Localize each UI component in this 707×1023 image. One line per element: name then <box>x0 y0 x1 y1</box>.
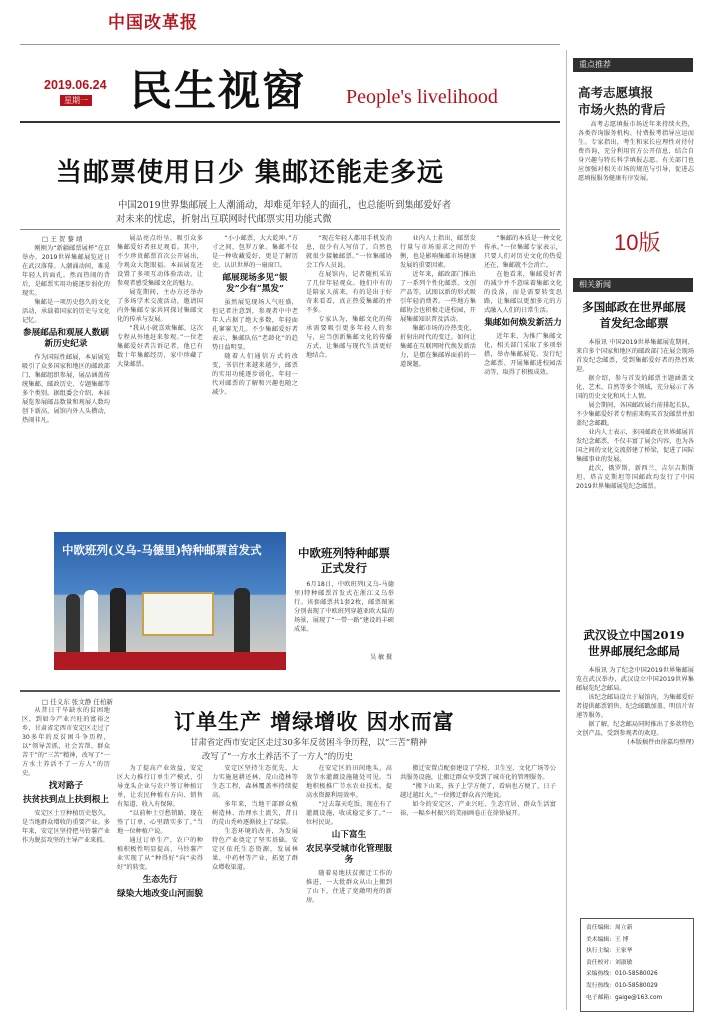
photo-sidebar-title-2: 正式发行 <box>321 561 367 575</box>
paragraph: 搬迁安置点配套建设了学校、卫生室、文化广场等公共服务设施，让搬迁群众享受到了城市化的管理服务。 <box>400 765 556 781</box>
paragraph: 6月18日，中欧班列(义乌-马德里)特种邮票首发式在浙江义乌举行。该套邮票共1套2枚，邮票图案分别表现了中欧班列穿越亚欧大陆的场景，展现了“一带一路”建设的丰硕成果。 <box>294 581 394 633</box>
subheading: 山下富生 <box>331 830 367 840</box>
paragraph: 集邮市场的冷热变化，折射出时代的变迁。如何让集邮在互联网时代焕发新活力，是摆在集邮界面前的一道课题。 <box>400 325 476 368</box>
paragraph: 近年来，邮政部门推出了一系列个性化邮票、文创产品等，试图以新的形式吸引年轻消费者。一些地方集邮协会也积极走进校园，开展集邮知识普及活动。 <box>400 271 476 323</box>
lead-rule <box>20 229 560 230</box>
article2-title: 订单生产 增绿增收 因水而富 <box>174 709 455 734</box>
editor-line: 发行热线：010-58580029 <box>586 982 658 989</box>
article2-column-4 <box>306 764 392 1014</box>
lead-column-3 <box>212 234 298 530</box>
photo-person <box>66 594 80 654</box>
paragraph: 在安定区的田间地头，高效节水灌溉设施随处可见。当地积极推广节水农业技术，提高水资源利用效率。 <box>306 765 392 799</box>
photographer-credit: 吴 敏 摄 <box>370 654 392 661</box>
editor-line: 责任校对：刘淑敏 <box>586 959 633 966</box>
paragraph: 作为国际性邮展，本届展览吸引了众多国家和地区的邮政部门、集邮组织参展，展品涵盖传统集邮、邮政历史、专题集邮等多个类别。据组委会介绍，本届展览参展邮品数量和观展人数均创下新高，展馆内外人头攒动，热闹非凡。 <box>22 354 110 424</box>
paragraph: “以前种土豆愁销路，现在签了订单，心里踏实多了。”当地一位种植户说。 <box>117 810 203 835</box>
subheading: 参展邮品和观展人数刷新历史纪录 <box>23 328 109 349</box>
lead-subtitle-1: 中国2019世界集邮展上人潮涌动，却难觅年轻人的面孔，也总能听到集邮爱好者 <box>118 200 452 211</box>
featured-title-2: 市场火热的背后 <box>578 102 666 117</box>
paragraph: “过去靠天吃饭，现在有了灌溉设施，收成稳定多了。”一位村民说。 <box>306 801 392 826</box>
related-title-4: 世界邮展纪念邮局 <box>588 644 680 658</box>
paragraph: 通过订单生产，农户的种植积极性明显提高，马铃薯产业实现了从“种得好”向“卖得好”的转变。 <box>117 837 203 871</box>
subheading: 扶贫扶到点上扶到根上 <box>23 795 109 805</box>
subheading: 生态先行 <box>142 875 178 885</box>
paragraph: 生态环境的改善，为发展特色产业奠定了坚实基础。安定区依托生态资源，发展林果、中药材等产业，拓宽了群众增收渠道。 <box>212 828 298 871</box>
photo-sidebar-body <box>294 580 394 652</box>
article2-byline: □ 任义东 张文静 任柏新 <box>42 698 113 706</box>
subheading: 集邮如何焕发新活力 <box>484 318 562 328</box>
lead-column-5 <box>400 234 476 654</box>
paragraph: 专家认为，集邮文化的传承需要吸引更多年轻人的参与，应当创新集邮文化的传播方式，让集邮与现代生活更好地结合。 <box>306 316 392 359</box>
paragraph: 集邮是一项历史悠久的文化活动，承载着国家的历史与文化记忆。 <box>22 299 110 324</box>
issue-weekday: 星期一 <box>60 95 92 106</box>
paragraph: 本报讯 为了纪念中国2019世界集邮展览在武汉举办，武汉设立中国2019世界集邮展览纪念邮局。 <box>576 667 694 692</box>
photo-sidebar-title-1: 中欧班列特种邮票 <box>298 546 390 560</box>
section-title: 民生视窗 <box>130 66 307 115</box>
article2-column-1 <box>22 706 110 1014</box>
paragraph: 本报讯 中国2019世界集邮展览期间，来自多个国家和地区的邮政部门在展会现场首发纪念邮票，受到集邮爱好者的热烈欢迎。 <box>576 339 694 373</box>
paragraph: “现在年轻人都用手机发消息，很少有人写信了，自然也就很少接触邮票。”一位集邮协会工作人员说。 <box>306 235 392 269</box>
paragraph: 在展馆内，记者随机采访了几位年轻观众。他们中有的是陪家人前来，有的是出于好奇来看看，真正热爱集邮的并不多。 <box>306 271 392 314</box>
editor-line: 美术编辑：王 博 <box>586 936 629 943</box>
paragraph: 为了提高产业效益，安定区大力推行订单生产模式，引导龙头企业与农户签订种植订单，让农民种植有方向、销售有渠道、收入有保障。 <box>117 765 203 808</box>
paragraph: 此次，俄罗斯、新西兰、吉尔吉斯斯坦、塔吉克斯坦等国邮政均发行了中国2019世界集邮展览纪念邮票。 <box>576 465 694 490</box>
right-column-rule <box>566 50 567 1010</box>
paragraph: 虽然展览现场人气旺盛，但记者注意到，参观者中中老年人占据了绝大多数，年轻面孔寥寥无几。不少集邮爱好者表示，集邮队伍“老龄化”的趋势日益明显。 <box>212 299 298 351</box>
article2-subtitle-2: 改写了“一方水土养活不了一方人”的历史 <box>202 751 353 761</box>
paragraph: 展会期间，各国邮政展台前排起长队，不少集邮爱好者专程前来购买首发邮票并加盖纪念邮戳。 <box>576 402 694 427</box>
photo-floor <box>54 652 286 670</box>
lead-column-6 <box>484 234 562 654</box>
related-title-1: 多国邮政在世界邮展 <box>582 300 686 314</box>
paragraph: 安定区土豆种植历史悠久，是当地群众增收的重要产业。多年来，安定区坚持把马铃薯产业作为脱贫攻坚的主导产业来抓。 <box>22 810 110 844</box>
subheading: 农民享受城市化管理服务 <box>306 844 392 865</box>
related-tag <box>573 278 693 292</box>
article2-column-2 <box>117 764 203 1014</box>
paragraph: 刚刚为“新疆邮票展杯”在京举办，2019世界集邮展览近日在武汉落幕。人潮涌动间，难觅年轻人的面孔。然而热闹的背后，是邮票实用功能逐步弱化的现实。 <box>22 245 110 297</box>
subheading: 绿染大地改变山河面貌 <box>117 889 203 899</box>
masthead-logo: 中国改革报 <box>108 13 198 33</box>
paragraph: “我从小就喜欢集邮，这次专程从外地赶来参观。”一位老集邮爱好者告诉记者，他已有数十年集邮经历，家中珍藏了大量邮票。 <box>117 325 203 368</box>
lead-column-2 <box>117 234 203 530</box>
subheading: 邮展现场多见“银发”少有“黑发” <box>222 273 288 294</box>
issue-date: 2019.06.24 <box>44 78 107 92</box>
section-title-en: People's livelihood <box>346 86 498 108</box>
article2-column-5 <box>400 764 556 1014</box>
paragraph: 展览期间，主办方还举办了多场学术交流活动，邀请国内外集邮专家共同探讨集邮文化的传承与发展。 <box>117 289 203 323</box>
article2-column-3 <box>212 764 298 1014</box>
paragraph: 近年来，为推广集邮文化，相关部门采取了多项举措，举办集邮展览、发行纪念邮票、开展集邮进校园活动等，取得了积极成效。 <box>484 333 562 376</box>
featured-body <box>578 120 694 212</box>
lead-title: 当邮票使用日少 集邮还能走多远 <box>56 158 445 188</box>
photo-person <box>84 590 98 654</box>
article2-subtitle-1: 甘肃省定西市安定区走过30多年反贫困斗争历程，以“三苦”精神 <box>190 737 427 747</box>
related-body <box>576 338 694 616</box>
section-divider <box>20 690 560 692</box>
photo-person <box>234 588 250 654</box>
paragraph: 该纪念邮局设立于展馆内，为集邮爱好者提供邮票销售、纪念邮戳加盖、明信片寄递等服务。 <box>576 694 694 719</box>
paragraph: 随着易地扶贫搬迁工作的推进，一大批群众从山上搬到了山下，住进了宽敞明亮的新房。 <box>306 870 392 904</box>
editor-line: 采编热线：010-58580026 <box>586 971 658 978</box>
related-title-3: 武汉设立中国2019 <box>583 628 685 642</box>
photo-easel <box>142 592 214 636</box>
paragraph: 展品亮点纷呈，吸引众多集邮爱好者驻足观看。其中，不少珍贵邮票首次公开展出，令观众大饱眼福。本届展览还设置了多项互动体验活动，让参观者感受集邮文化的魅力。 <box>117 235 203 287</box>
masthead-rule <box>20 44 560 45</box>
paragraph: “搬下山来，孩子上学方便了，看病也方便了，日子越过越红火。”一位搬迁群众高兴地说。 <box>400 783 556 799</box>
featured-tag-label: 重点推荐 <box>579 60 611 69</box>
masthead-bottom-rule <box>20 121 560 123</box>
editor-box <box>580 918 694 1012</box>
subheading: 找对路子 <box>48 781 84 791</box>
page-number: 10版 <box>614 230 661 255</box>
paragraph: 业内人士表示，多国邮政在世界邮展首发纪念邮票，不仅丰富了展会内容，也为各国之间的文化交流搭建了桥梁，促进了国际集邮事业的发展。 <box>576 429 694 463</box>
paragraph: 在他看来，集邮爱好者的减少并不意味着集邮文化的没落，而是需要转变思路，让集邮以更加多元的方式融入人们的日常生活。 <box>484 271 562 314</box>
photo-banner-text: 中欧班列(义乌-马德里)特种邮票首发式 <box>62 543 262 557</box>
lead-subtitle-2: 对未来的忧虑，折射出互联网时代邮票实用功能式微 <box>116 214 332 225</box>
lead-column-4 <box>306 234 392 530</box>
related-title-2: 首发纪念邮票 <box>599 316 669 330</box>
editor-line: 执行主编：王家华 <box>586 948 633 955</box>
paragraph: 业内人士指出，邮票发行量与市场需求之间的平衡，也是影响集邮市场健康发展的重要因素。 <box>400 235 476 269</box>
related-body-2 <box>576 666 694 912</box>
editor-line: 责任编辑：周立新 <box>586 925 633 931</box>
paragraph: “小小邮票，大大乾坤。”方寸之间，包罗万象。集邮不仅是一种收藏爱好，更是了解历史、认识世界的一扇窗口。 <box>212 235 298 269</box>
news-photo <box>54 532 286 670</box>
editor-line: 电子邮箱：gaige@163.com <box>586 994 663 1001</box>
photo-sidebar <box>290 532 398 670</box>
paragraph: 多年来，当地干部群众植树造林、治理水土流失，昔日的荒山秃岭逐渐披上了绿装。 <box>212 801 298 826</box>
paragraph: 从昔日干旱缺水的贫困地区，到如今产业兴旺的富裕之乡，甘肃省定西市安定区走过了30多年的反贫困斗争历程，以“领导苦抓、社会苦帮、群众苦干”的“三苦”精神，改写了“一方水土养活不了一方人”的历史。 <box>22 707 110 777</box>
paragraph: “集邮的本质是一种文化传承。”一位集邮专家表示，只要人们对历史文化的热爱还在，集邮就不会消亡。 <box>484 235 562 269</box>
photo-person <box>110 588 126 654</box>
featured-tag <box>573 58 693 72</box>
paragraph: 据介绍，参与首发的邮票主题涵盖文化、艺术、自然等多个领域，充分展示了各国的历史文化和风土人情。 <box>576 375 694 400</box>
featured-paragraph: 高考志愿填报市场近年来持续火热，各类咨询服务机构、付费报考指导应运而生。专家指出，考生和家长应理性对待付费咨询，充分利用官方公开信息，结合自身兴趣与特长科学填报志愿。有关部门也应加强对相关市场的规范与引导，促进志愿填报服务健康有序发展。 <box>578 121 694 182</box>
paragraph: 安定区坚持生态优先，大力实施退耕还林、荒山造林等生态工程，森林覆盖率持续提高。 <box>212 765 298 799</box>
related-tag-label: 相关新闻 <box>579 280 611 289</box>
paragraph: 随着人们通信方式的改变，书信往来越来越少，邮票的实用功能逐步弱化，年轻一代对邮票的了解和兴趣也随之减少。 <box>212 353 298 396</box>
featured-title-1: 高考志愿填报 <box>578 85 654 100</box>
paragraph: 据了解，纪念邮局同时推出了多款特色文创产品，受到参观者的欢迎。 <box>576 721 694 737</box>
paragraph: (本版稿件由徐嘉均整理) <box>627 739 694 746</box>
paragraph: 如今的安定区，产业兴旺、生态宜居、群众生活富裕，一幅乡村振兴的美丽画卷正在徐徐展开。 <box>400 801 556 817</box>
lead-byline: □ 王 贺 黎 靖 <box>42 235 83 243</box>
